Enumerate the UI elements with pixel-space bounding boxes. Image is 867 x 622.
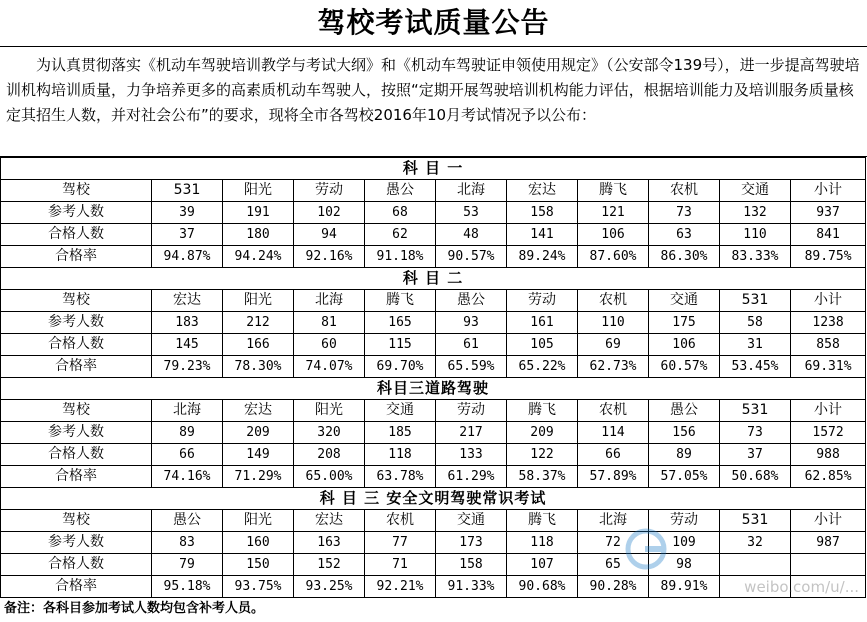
table-cell: 173: [436, 532, 507, 554]
footnote: 备注：各科目参加考试人数均包含补考人员。: [4, 601, 265, 616]
table-cell: 105: [507, 334, 578, 356]
table-cell: 150: [223, 554, 294, 576]
table-cell: 39: [152, 202, 223, 224]
table-cell: 89: [649, 444, 720, 466]
table-cell: 60.57%: [649, 356, 720, 378]
table-cell: 185: [365, 422, 436, 444]
table-cell: 191: [223, 202, 294, 224]
row-label: 驾校: [1, 400, 152, 422]
participants-row: [1, 202, 866, 224]
table-cell: 宏达: [152, 290, 223, 312]
table-cell: 57.05%: [649, 466, 720, 488]
table-cell: 110: [578, 312, 649, 334]
table-cell: 72: [578, 532, 649, 554]
table-cell: 212: [223, 312, 294, 334]
table-cell: 163: [294, 532, 365, 554]
table-cell: 209: [507, 422, 578, 444]
row-label: 驾校: [1, 290, 152, 312]
table-cell: 91.18%: [365, 246, 436, 268]
table-cell: 92.16%: [294, 246, 365, 268]
table-cell: 交通: [649, 290, 720, 312]
table-cell: 531: [720, 290, 791, 312]
table-cell: 劳动: [294, 180, 365, 202]
table-cell: 180: [223, 224, 294, 246]
table-cell: 农机: [578, 290, 649, 312]
table-cell: 愚公: [152, 510, 223, 532]
table-cell: [720, 576, 791, 598]
section-header-row: [1, 378, 866, 400]
table-cell: 阳光: [223, 290, 294, 312]
table-cell: 73: [649, 202, 720, 224]
table-cell: 141: [507, 224, 578, 246]
table-cell: 158: [507, 202, 578, 224]
participants-row: [1, 532, 866, 554]
table-cell: 1572: [791, 422, 866, 444]
pass-rate-row: [1, 576, 866, 598]
table-cell: 37: [152, 224, 223, 246]
row-label: 合格人数: [1, 224, 152, 246]
table-cell: 160: [223, 532, 294, 554]
table-cell: 50.68%: [720, 466, 791, 488]
table-cell: 74.16%: [152, 466, 223, 488]
table-cell: 农机: [365, 510, 436, 532]
table-cell: 95.18%: [152, 576, 223, 598]
table-cell: 175: [649, 312, 720, 334]
row-label: 合格人数: [1, 444, 152, 466]
table-cell: 858: [791, 334, 866, 356]
table-cell: 531: [152, 180, 223, 202]
table-cell: 60: [294, 334, 365, 356]
table-cell: 89: [152, 422, 223, 444]
row-label: 参考人数: [1, 532, 152, 554]
row-label: 驾校: [1, 510, 152, 532]
table-cell: 93.75%: [223, 576, 294, 598]
table-cell: 78.30%: [223, 356, 294, 378]
table-cell: 53.45%: [720, 356, 791, 378]
table-cell: 交通: [365, 400, 436, 422]
table-cell: 107: [507, 554, 578, 576]
table-cell: 53: [436, 202, 507, 224]
table-cell: 841: [791, 224, 866, 246]
table-cell: 71: [365, 554, 436, 576]
table-cell: 937: [791, 202, 866, 224]
table-cell: 交通: [720, 180, 791, 202]
row-label: 参考人数: [1, 422, 152, 444]
row-label: 合格率: [1, 576, 152, 598]
section-title: 科目三道路驾驶: [1, 378, 866, 400]
table-cell: 69.70%: [365, 356, 436, 378]
watermark-text: weibo.com/u/...: [744, 578, 859, 596]
table-cell: 81: [294, 312, 365, 334]
table-cell: 166: [223, 334, 294, 356]
table-cell: 劳动: [436, 400, 507, 422]
table-cell: 87.60%: [578, 246, 649, 268]
table-cell: 北海: [436, 180, 507, 202]
exam-results-table: [0, 157, 866, 598]
section-title: 科 目 一: [1, 158, 866, 180]
pass-rate-row: [1, 466, 866, 488]
table-cell: 114: [578, 422, 649, 444]
table-cell: 农机: [649, 180, 720, 202]
table-cell: 115: [365, 334, 436, 356]
table-cell: 阳光: [223, 180, 294, 202]
pass-rate-row: [1, 246, 866, 268]
table-cell: 145: [152, 334, 223, 356]
table-cell: 89.91%: [649, 576, 720, 598]
school-row: [1, 510, 866, 532]
table-cell: 217: [436, 422, 507, 444]
row-label: 合格率: [1, 356, 152, 378]
table-cell: 94.87%: [152, 246, 223, 268]
table-cell: 91.33%: [436, 576, 507, 598]
participants-row: [1, 422, 866, 444]
passed-row: [1, 444, 866, 466]
table-cell: 北海: [152, 400, 223, 422]
table-cell: 106: [649, 334, 720, 356]
table-cell: 57.89%: [578, 466, 649, 488]
table-cell: 62.73%: [578, 356, 649, 378]
table-cell: 988: [791, 444, 866, 466]
table-cell: 宏达: [294, 510, 365, 532]
table-cell: 94: [294, 224, 365, 246]
table-cell: 65.59%: [436, 356, 507, 378]
table-cell: 110: [720, 224, 791, 246]
table-cell: 121: [578, 202, 649, 224]
table-cell: [791, 554, 866, 576]
table-cell: 158: [436, 554, 507, 576]
section-header-row: [1, 268, 866, 290]
table-cell: 86.30%: [649, 246, 720, 268]
table-cell: 79.23%: [152, 356, 223, 378]
table-cell: 58.37%: [507, 466, 578, 488]
table-cell: 93.25%: [294, 576, 365, 598]
table-cell: 165: [365, 312, 436, 334]
table-cell: 89.75%: [791, 246, 866, 268]
table-cell: 109: [649, 532, 720, 554]
table-cell: 腾飞: [365, 290, 436, 312]
table-cell: 68: [365, 202, 436, 224]
table-cell: [791, 576, 866, 598]
table-cell: 63.78%: [365, 466, 436, 488]
table-cell: 118: [365, 444, 436, 466]
table-cell: 73: [720, 422, 791, 444]
table-cell: 90.68%: [507, 576, 578, 598]
table-cell: 98: [649, 554, 720, 576]
school-row: [1, 290, 866, 312]
table-cell: 94.24%: [223, 246, 294, 268]
table-cell: 156: [649, 422, 720, 444]
table-cell: 腾飞: [507, 510, 578, 532]
table-cell: 愚公: [649, 400, 720, 422]
table-cell: 65.22%: [507, 356, 578, 378]
table-cell: 1238: [791, 312, 866, 334]
table-cell: 58: [720, 312, 791, 334]
table-cell: 66: [578, 444, 649, 466]
table-cell: 106: [578, 224, 649, 246]
table-cell: 66: [152, 444, 223, 466]
table-cell: 小计: [791, 400, 866, 422]
table-cell: 133: [436, 444, 507, 466]
section-header-row: [1, 488, 866, 510]
table-cell: 北海: [294, 290, 365, 312]
table-cell: 102: [294, 202, 365, 224]
table-cell: 腾飞: [578, 180, 649, 202]
intro-paragraph: 为认真贯彻落实《机动车驾驶培训教学与考试大纲》和《机动车驾驶证申领使用规定》（公安部令139号），进一步提高驾驶培训机构培训质量，力争培养更多的高素质机动车驾驶人，按照“定期开展驾驶培训机构能力评估，根据培训能力及培训服务质量核定其招生人数，并对社会公布”的要求，现将全市各驾校2016年10月考试情况予以公布：: [0, 47, 867, 157]
table-cell: 63: [649, 224, 720, 246]
table-cell: 阳光: [294, 400, 365, 422]
table-cell: 愚公: [365, 180, 436, 202]
table-cell: 79: [152, 554, 223, 576]
table-cell: 48: [436, 224, 507, 246]
table-cell: 118: [507, 532, 578, 554]
row-label: 驾校: [1, 180, 152, 202]
table-cell: 劳动: [649, 510, 720, 532]
table-cell: [720, 554, 791, 576]
table-cell: 劳动: [507, 290, 578, 312]
section-title: 科 目 二: [1, 268, 866, 290]
table-cell: 小计: [791, 290, 866, 312]
table-cell: 62: [365, 224, 436, 246]
table-cell: 65.00%: [294, 466, 365, 488]
pass-rate-row: [1, 356, 866, 378]
table-cell: 93: [436, 312, 507, 334]
table-cell: 183: [152, 312, 223, 334]
table-cell: 83.33%: [720, 246, 791, 268]
table-cell: 531: [720, 510, 791, 532]
table-cell: 愚公: [436, 290, 507, 312]
row-label: 参考人数: [1, 312, 152, 334]
table-cell: 149: [223, 444, 294, 466]
table-cell: 71.29%: [223, 466, 294, 488]
table-cell: 92.21%: [365, 576, 436, 598]
table-cell: 农机: [578, 400, 649, 422]
section-header-row: [1, 158, 866, 180]
table-cell: 90.28%: [578, 576, 649, 598]
table-cell: 交通: [436, 510, 507, 532]
table-cell: 77: [365, 532, 436, 554]
row-label: 合格人数: [1, 554, 152, 576]
table-cell: 37: [720, 444, 791, 466]
table-cell: 小计: [791, 510, 866, 532]
table-cell: 987: [791, 532, 866, 554]
table-cell: 90.57%: [436, 246, 507, 268]
table-cell: 北海: [578, 510, 649, 532]
table-cell: 209: [223, 422, 294, 444]
row-label: 合格率: [1, 246, 152, 268]
table-cell: 69: [578, 334, 649, 356]
table-cell: 161: [507, 312, 578, 334]
table-cell: 阳光: [223, 510, 294, 532]
passed-row: [1, 554, 866, 576]
row-label: 合格率: [1, 466, 152, 488]
table-cell: 腾飞: [507, 400, 578, 422]
page-title: 驾校考试质量公告: [0, 0, 867, 47]
table-cell: 74.07%: [294, 356, 365, 378]
school-row: [1, 180, 866, 202]
table-cell: 宏达: [507, 180, 578, 202]
table-cell: 小计: [791, 180, 866, 202]
table-cell: 61: [436, 334, 507, 356]
table-cell: 152: [294, 554, 365, 576]
table-cell: 89.24%: [507, 246, 578, 268]
section-title: 科 目 三 安全文明驾驶常识考试: [1, 488, 866, 510]
table-cell: 62.85%: [791, 466, 866, 488]
table-cell: 61.29%: [436, 466, 507, 488]
table-cell: 宏达: [223, 400, 294, 422]
table-cell: 65: [578, 554, 649, 576]
passed-row: [1, 224, 866, 246]
table-cell: 132: [720, 202, 791, 224]
passed-row: [1, 334, 866, 356]
table-cell: 122: [507, 444, 578, 466]
table-cell: 320: [294, 422, 365, 444]
table-cell: 208: [294, 444, 365, 466]
school-row: [1, 400, 866, 422]
table-cell: 31: [720, 334, 791, 356]
participants-row: [1, 312, 866, 334]
table-cell: 531: [720, 400, 791, 422]
row-label: 参考人数: [1, 202, 152, 224]
row-label: 合格人数: [1, 334, 152, 356]
table-cell: 32: [720, 532, 791, 554]
table-cell: 69.31%: [791, 356, 866, 378]
table-cell: 83: [152, 532, 223, 554]
